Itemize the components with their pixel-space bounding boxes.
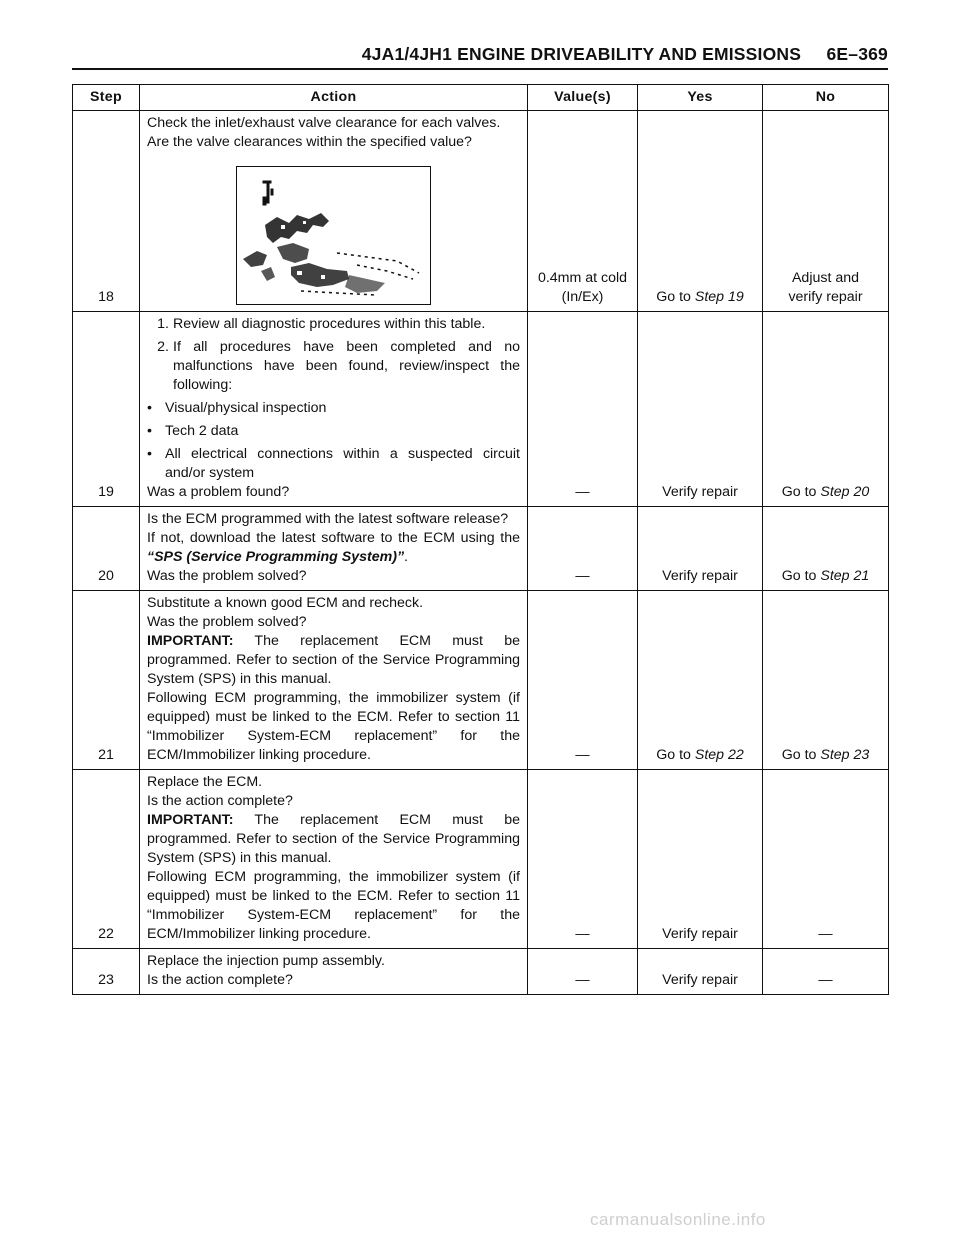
table-row — [73, 949, 889, 995]
value-cell — [528, 111, 638, 312]
no-cell — [763, 591, 889, 770]
yes-prefix: Go to — [656, 289, 695, 305]
col-action: Action — [140, 85, 528, 111]
bullet-icon: • — [147, 423, 152, 439]
bullet-text: Visual/physical inspection — [165, 400, 327, 416]
bullet-text: Tech 2 data — [165, 423, 239, 439]
action-text: Replace the injection pump assembly. — [147, 953, 385, 969]
step-number: 21 — [73, 591, 140, 770]
step-link[interactable]: Step 22 — [694, 747, 744, 763]
action-text: Check the inlet/exhaust valve clearance for each valves. — [147, 115, 501, 131]
no-line-1: Adjust and — [791, 270, 860, 286]
value-cell: — — [528, 770, 638, 949]
bullet-text: All electrical connections within a suspected circuit and/or system — [165, 446, 520, 481]
step-number: 23 — [73, 949, 140, 995]
table-row — [73, 770, 889, 949]
yes-cell: Verify repair — [638, 949, 763, 995]
important-text: The replacement ECM must be programmed. Refer to section of the Service Programming System (SPS) in this manual. — [147, 633, 520, 687]
valve-clearance-figure — [236, 166, 431, 305]
action-cell — [140, 591, 528, 770]
table-header-row — [73, 85, 889, 111]
yes-cell: Verify repair — [638, 507, 763, 591]
action-text: Is the ECM programmed with the latest software release? — [147, 511, 509, 527]
no-cell: — — [763, 770, 889, 949]
numbered-item — [147, 338, 520, 395]
step-link[interactable]: Step 19 — [694, 289, 744, 305]
page-header — [72, 44, 888, 70]
action-question: Is the action complete? — [147, 972, 293, 988]
no-cell — [763, 312, 889, 507]
table-row — [73, 312, 889, 507]
important-label: IMPORTANT: — [147, 633, 234, 649]
numbered-item — [147, 315, 520, 334]
important-label: IMPORTANT: — [147, 812, 234, 828]
yes-cell — [638, 111, 763, 312]
table-row — [73, 591, 889, 770]
page-number: 6E–369 — [826, 44, 888, 64]
no-line-2: verify repair — [788, 289, 863, 305]
sps-reference: “SPS (Service Programming System)” — [147, 549, 405, 565]
no-cell — [763, 111, 889, 312]
value-line-1: 0.4mm at cold — [537, 270, 628, 286]
col-no: No — [763, 85, 889, 111]
item-text: Review all diagnostic procedures within this table. — [173, 316, 486, 332]
important-note — [147, 811, 520, 868]
bullet-item — [147, 399, 520, 418]
action-question: Are the valve clearances within the specified value? — [147, 134, 472, 150]
yes-prefix: Go to — [656, 747, 695, 763]
bullet-icon: • — [147, 400, 152, 416]
value-cell: — — [528, 591, 638, 770]
yes-cell: Verify repair — [638, 312, 763, 507]
action-text: Following ECM programming, the immobilizer system (if equipped) must be linked to the ECM. Refer to section 11 “Immobilizer System-ECM replacement” for the ECM/Immobilizer linking procedure. — [147, 869, 520, 942]
step-number: 20 — [73, 507, 140, 591]
action-cell — [140, 949, 528, 995]
no-prefix: Go to — [781, 484, 821, 500]
step-link[interactable]: Step 23 — [820, 747, 870, 763]
action-text: Replace the ECM. — [147, 774, 263, 790]
period: . — [404, 549, 408, 565]
action-question: Was a problem found? — [147, 484, 290, 500]
action-text: Substitute a known good ECM and recheck. — [147, 595, 424, 611]
step-number: 19 — [73, 312, 140, 507]
value-cell: — — [528, 949, 638, 995]
action-question: Was the problem solved? — [147, 614, 307, 630]
action-cell — [140, 507, 528, 591]
col-yes: Yes — [638, 85, 763, 111]
action-question: Was the problem solved? — [147, 568, 307, 584]
item-number: 2. — [157, 339, 169, 355]
step-link[interactable]: Step 21 — [820, 568, 870, 584]
action-instruction: If not, download the latest software to the ECM using the — [147, 530, 520, 546]
item-number: 1. — [157, 316, 169, 332]
diagnostic-table — [72, 84, 889, 995]
action-cell — [140, 770, 528, 949]
yes-cell — [638, 591, 763, 770]
no-cell — [763, 507, 889, 591]
table-row — [73, 111, 889, 312]
section-title: 4JA1/4JH1 ENGINE DRIVEABILITY AND EMISSIONS — [361, 44, 802, 64]
col-values: Value(s) — [528, 85, 638, 111]
important-text: The replacement ECM must be programmed. Refer to section of the Service Programming System (SPS) in this manual. — [147, 812, 520, 866]
value-cell: — — [528, 312, 638, 507]
col-step: Step — [73, 85, 140, 111]
table-row — [73, 507, 889, 591]
action-text: Following ECM programming, the immobilizer system (if equipped) must be linked to the ECM. Refer to section 11 “Immobilizer System-ECM replacement” for the ECM/Immobilizer linking procedure. — [147, 690, 520, 763]
step-link[interactable]: Step 20 — [820, 484, 870, 500]
step-number: 22 — [73, 770, 140, 949]
value-line-2: (In/Ex) — [561, 289, 604, 305]
step-number: 18 — [73, 111, 140, 312]
bullet-icon: • — [147, 446, 152, 462]
bullet-item — [147, 422, 520, 441]
action-text — [147, 529, 520, 567]
bullet-item — [147, 445, 520, 483]
action-question: Is the action complete? — [147, 793, 293, 809]
page-title — [362, 44, 888, 65]
no-prefix: Go to — [781, 568, 821, 584]
yes-cell: Verify repair — [638, 770, 763, 949]
engine-illustration — [237, 167, 430, 304]
no-cell: — — [763, 949, 889, 995]
watermark: carmanualsonline.info — [590, 1210, 766, 1229]
action-cell — [140, 312, 528, 507]
no-prefix: Go to — [781, 747, 821, 763]
value-cell: — — [528, 507, 638, 591]
important-note — [147, 632, 520, 689]
item-text: If all procedures have been completed and no malfunctions have been found, review/inspect the following: — [173, 339, 520, 393]
action-cell — [140, 111, 528, 312]
